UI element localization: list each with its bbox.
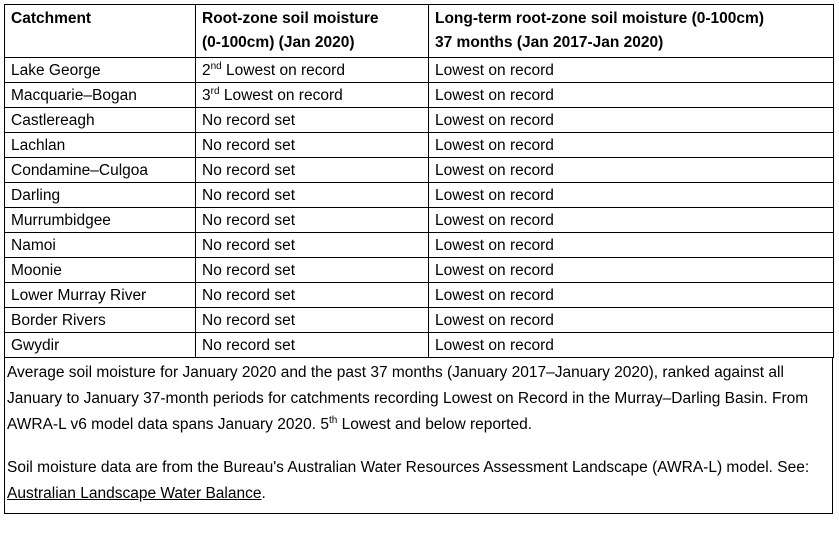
table-row <box>5 283 834 308</box>
table-row <box>5 333 834 358</box>
cell-catchment: Macquarie–Bogan <box>5 83 196 108</box>
table-row <box>5 208 834 233</box>
cell-rootzone: 3rd Lowest on record <box>196 83 429 108</box>
header-rootzone-line1: Root-zone soil moisture <box>202 10 379 27</box>
cell-catchment: Condamine–Culgoa <box>5 158 196 183</box>
cell-longterm: Lowest on record <box>429 158 834 183</box>
cell-rootzone: No record set <box>196 208 429 233</box>
table-notes <box>4 358 833 514</box>
cell-catchment: Gwydir <box>5 333 196 358</box>
table-row <box>5 108 834 133</box>
table-row <box>5 183 834 208</box>
notes-paragraph-2: Soil moisture data are from the Bureau's Australian Water Resources Assessment Landscape (AWRA-L) model. See: Australian Landscape Water Balance. <box>7 459 810 502</box>
cell-rootzone: No record set <box>196 233 429 258</box>
cell-longterm: Lowest on record <box>429 108 834 133</box>
table-row <box>5 258 834 283</box>
cell-longterm: Lowest on record <box>429 183 834 208</box>
cell-catchment: Lower Murray River <box>5 283 196 308</box>
cell-rootzone: No record set <box>196 333 429 358</box>
header-longterm-line2: 37 months (Jan 2017-Jan 2020) <box>435 34 664 51</box>
water-balance-link[interactable]: Australian Landscape Water Balance <box>7 485 262 502</box>
cell-longterm: Lowest on record <box>429 258 834 283</box>
table-row <box>5 233 834 258</box>
cell-longterm: Lowest on record <box>429 333 834 358</box>
table-row <box>5 308 834 333</box>
table-row <box>5 133 834 158</box>
header-rootzone-line2: (0-100cm) (Jan 2020) <box>202 34 355 51</box>
table-header-row <box>5 5 834 58</box>
header-rootzone <box>196 5 429 58</box>
cell-rootzone: No record set <box>196 183 429 208</box>
cell-catchment: Namoi <box>5 233 196 258</box>
cell-catchment: Murrumbidgee <box>5 208 196 233</box>
cell-rootzone: No record set <box>196 158 429 183</box>
cell-rootzone: No record set <box>196 308 429 333</box>
cell-catchment: Border Rivers <box>5 308 196 333</box>
cell-longterm: Lowest on record <box>429 283 834 308</box>
cell-longterm: Lowest on record <box>429 208 834 233</box>
cell-rootzone: No record set <box>196 108 429 133</box>
cell-rootzone: No record set <box>196 283 429 308</box>
cell-catchment: Moonie <box>5 258 196 283</box>
cell-catchment: Lake George <box>5 58 196 83</box>
cell-rootzone: No record set <box>196 133 429 158</box>
table-row <box>5 58 834 83</box>
table-row <box>5 158 834 183</box>
header-longterm <box>429 5 834 58</box>
cell-longterm: Lowest on record <box>429 133 834 158</box>
cell-rootzone: No record set <box>196 258 429 283</box>
header-catchment: Catchment <box>5 5 196 58</box>
cell-longterm: Lowest on record <box>429 308 834 333</box>
cell-catchment: Castlereagh <box>5 108 196 133</box>
cell-catchment: Lachlan <box>5 133 196 158</box>
cell-catchment: Darling <box>5 183 196 208</box>
header-longterm-line1: Long-term root-zone soil moisture (0-100cm) <box>435 10 764 27</box>
cell-longterm: Lowest on record <box>429 83 834 108</box>
notes-paragraph-1: Average soil moisture for January 2020 and the past 37 months (January 2017–January 2020), ranked against all January to January 37-month periods for catchments recording Lowest on Record in the Murray–Darling Basin. From AWRA-L v6 model data spans January 2020. 5th Lowest and below reported. <box>7 364 809 433</box>
cell-rootzone: 2nd Lowest on record <box>196 58 429 83</box>
cell-longterm: Lowest on record <box>429 233 834 258</box>
soil-moisture-document <box>4 4 833 514</box>
cell-longterm: Lowest on record <box>429 58 834 83</box>
table-row <box>5 83 834 108</box>
soil-moisture-table <box>4 4 834 358</box>
